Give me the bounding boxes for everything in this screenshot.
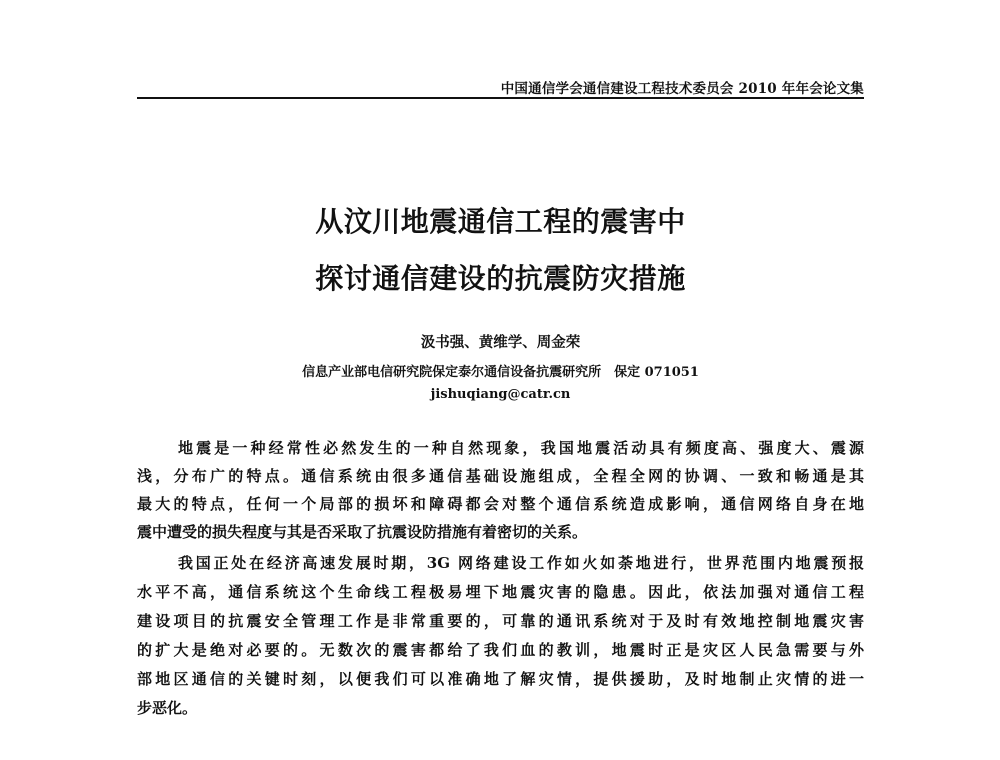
body-text-line: 的扩大是绝对必要的。无数次的震害都给了我们血的教训，地震时正是灾区人民急需要与外: [137, 641, 864, 659]
body-text-line: 建设项目的抗震安全管理工作是非常重要的，可靠的通讯系统对于及时有效地控制地震灾害: [137, 612, 864, 630]
body-text-line: 水平不高，通信系统这个生命线工程极易埋下地震灾害的隐患。因此，依法加强对通信工程: [137, 583, 864, 601]
header-rule: [137, 97, 864, 99]
body-text-line: 最大的特点，任何一个局部的损坏和障碍都会对整个通信系统造成影响，通信网络自身在地: [137, 495, 864, 513]
body-text-line: 我国正处在经济高速发展时期，3G 网络建设工作如火如荼地进行，世界范围内地震预报: [178, 554, 864, 572]
body-text-line: 地震是一种经常性必然发生的一种自然现象，我国地震活动具有频度高、强度大、震源: [178, 439, 864, 457]
body-text-line: 步恶化。: [137, 699, 198, 717]
body-text-line: 部地区通信的关键时刻，以便我们可以准确地了解灾情，提供援助，及时地制止灾情的进一: [137, 670, 864, 688]
running-header: 中国通信学会通信建设工程技术委员会 2010 年年会论文集: [500, 81, 864, 97]
affiliation: 信息产业部电信研究院保定泰尔通信设备抗震研究所 保定 071051: [302, 365, 699, 380]
paper-title-line-2: 探讨通信建设的抗震防灾措施: [315, 262, 686, 295]
body-text-line: 震中遭受的损失程度与其是否采取了抗震设防措施有着密切的关系。: [137, 523, 588, 541]
body-text-line: 浅，分布广的特点。通信系统由很多通信基础设施组成，全程全网的协调、一致和畅通是其: [137, 467, 864, 485]
paper-title-line-1: 从汶川地震通信工程的震害中: [315, 205, 686, 238]
author-list: 汲书强、黄维学、周金荣: [420, 334, 581, 351]
author-email: jishuqiang@catr.cn: [430, 387, 571, 402]
